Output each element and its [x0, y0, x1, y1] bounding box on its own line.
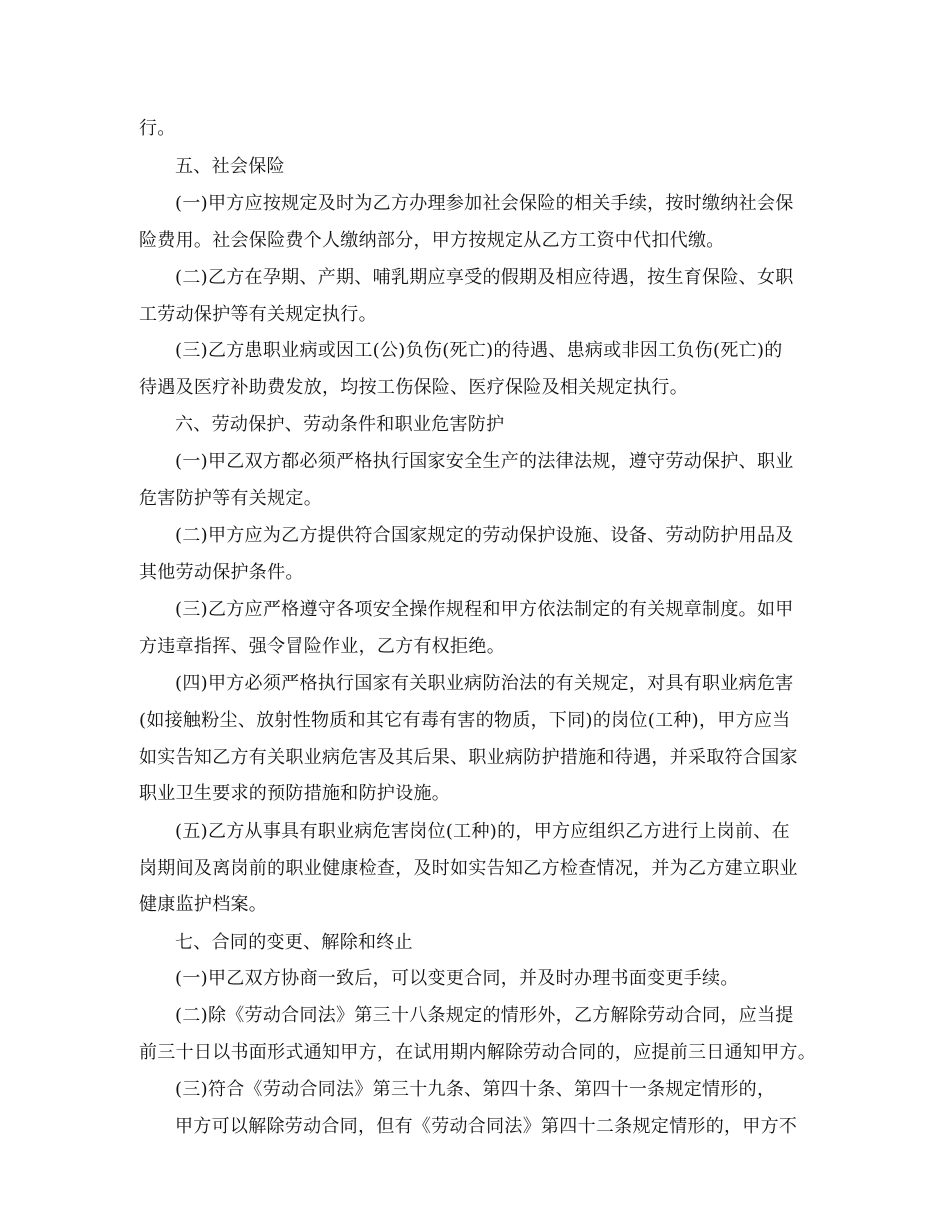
paragraph-line: (三)乙方患职业病或因工(公)负伤(死亡)的待遇、患病或非因工负伤(死亡)的 [175, 340, 783, 361]
paragraph-line: (一)甲乙双方协商一致后，可以变更合同，并及时办理书面变更手续。 [175, 968, 739, 989]
paragraph-line: 行。 [139, 118, 176, 139]
paragraph-line: 如实告知乙方有关职业病危害及其后果、职业病防护措施和待遇，并采取符合国家 [139, 747, 798, 768]
paragraph-line: (一)甲方应按规定及时为乙方办理参加社会保险的相关手续，按时缴纳社会保 [175, 193, 794, 214]
paragraph-line: 职业卫生要求的预防措施和防护设施。 [139, 783, 451, 804]
paragraph-line: 工劳动保护等有关规定执行。 [139, 304, 377, 325]
paragraph-line: 险费用。社会保险费个人缴纳部分，甲方按规定从乙方工资中代扣代缴。 [139, 230, 725, 251]
paragraph-line: 甲方可以解除劳动合同，但有《劳动合同法》第四十二条规定情形的，甲方不 [175, 1116, 798, 1137]
paragraph-line: 前三十日以书面形式通知甲方，在试用期内解除劳动合同的，应提前三日通知甲方。 [139, 1042, 817, 1063]
paragraph-line: 待遇及医疗补助费发放，均按工伤保险、医疗保险及相关规定执行。 [139, 377, 688, 398]
paragraph-line: (五)乙方从事具有职业病危害岗位(工种)的，甲方应组织乙方进行上岗前、在 [175, 821, 790, 842]
paragraph-line: (三)乙方应严格遵守各项安全操作规程和甲方依法制定的有关规章制度。如甲 [175, 599, 794, 620]
paragraph-line: (二)乙方在孕期、产期、哺乳期应享受的假期及相应待遇，按生育保险、女职 [175, 267, 794, 288]
paragraph-line: 岗期间及离岗前的职业健康检查，及时如实告知乙方检查情况，并为乙方建立职业 [139, 858, 798, 879]
section-heading-labor-protection: 六、劳动保护、劳动条件和职业危害防护 [175, 414, 505, 435]
paragraph-line: (二)甲方应为乙方提供符合国家规定的劳动保护设施、设备、劳动防护用品及 [175, 525, 794, 546]
paragraph-line: 危害防护等有关规定。 [139, 488, 322, 509]
paragraph-line: 其他劳动保护条件。 [139, 562, 304, 583]
paragraph-line: (三)符合《劳动合同法》第三十九条、第四十条、第四十一条规定情形的， [175, 1079, 776, 1100]
paragraph-line: (二)除《劳动合同法》第三十八条规定的情形外，乙方解除劳动合同，应当提 [175, 1005, 794, 1026]
paragraph-line: (一)甲乙双方都必须严格执行国家安全生产的法律法规，遵守劳动保护、职业 [175, 451, 794, 472]
paragraph-line: (如接触粉尘、放射性物质和其它有毒有害的物质，下同)的岗位(工种)，甲方应当 [139, 710, 791, 731]
paragraph-line: 健康监护档案。 [139, 894, 268, 915]
paragraph-line: (四)甲方必须严格执行国家有关职业病防治法的有关规定，对具有职业病危害 [175, 673, 794, 694]
section-heading-social-insurance: 五、社会保险 [175, 156, 285, 177]
paragraph-line: 方违章指挥、强令冒险作业，乙方有权拒绝。 [139, 636, 505, 657]
section-heading-contract-changes: 七、合同的变更、解除和终止 [175, 932, 413, 953]
